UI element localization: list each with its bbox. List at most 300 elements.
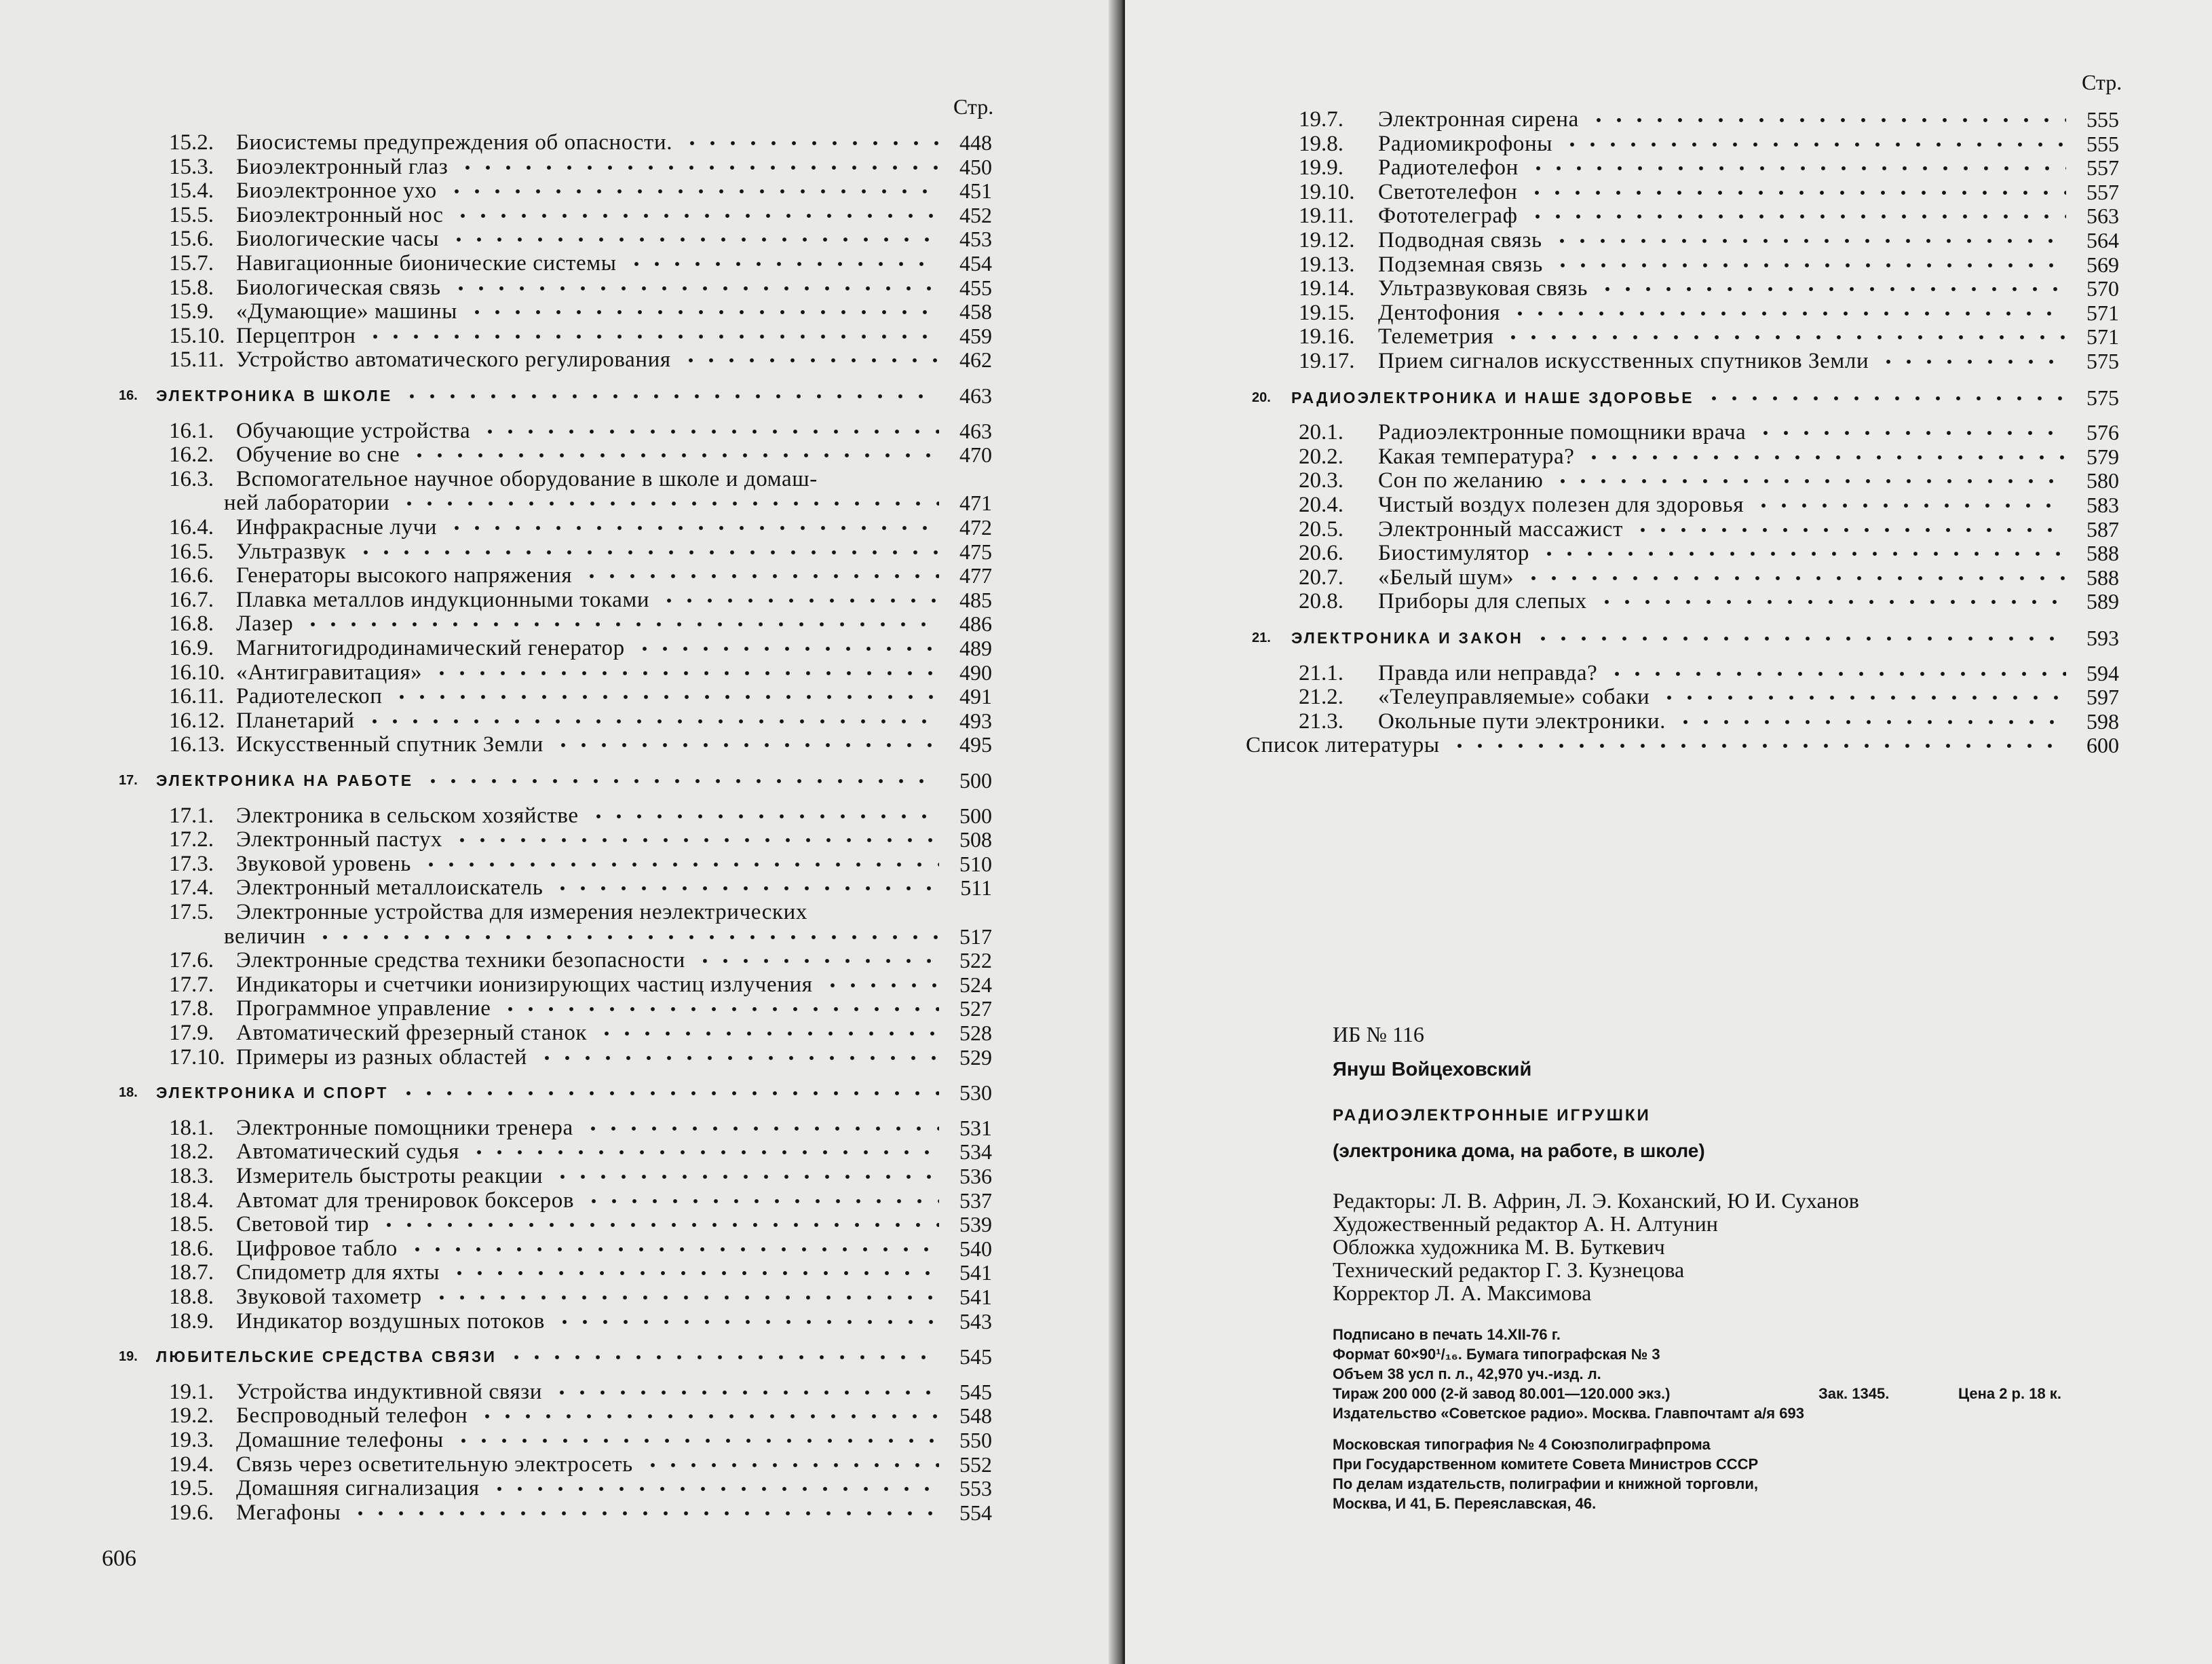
toc-entry-title: Измеритель быстроты реакции — [236, 1164, 544, 1188]
toc-entry-title: Домашняя сигнализация — [236, 1476, 480, 1501]
toc-entry-page: 463 — [959, 418, 992, 443]
toc-entry-number: 19.7. — [1299, 107, 1343, 132]
toc-entry — [1125, 661, 2212, 685]
toc-entry-title-continued: величин — [224, 924, 306, 949]
dot-leader — [446, 181, 939, 202]
dot-leader — [500, 999, 939, 1019]
toc-entry-number: 17.6. — [169, 948, 214, 973]
toc-entry-number: 19.17. — [1299, 349, 1355, 373]
toc-entry — [0, 540, 1125, 564]
toc-entry-page: 510 — [959, 851, 992, 876]
toc-entry-title-continued: ней лаборатории — [224, 491, 390, 516]
toc-entry-page: 575 — [2086, 385, 2119, 410]
dot-leader — [1878, 352, 2066, 372]
dot-leader — [451, 278, 939, 299]
dot-leader — [350, 1503, 939, 1524]
dot-leader — [1597, 279, 2066, 299]
toc-entry-page: 455 — [959, 275, 992, 300]
dot-leader — [1755, 423, 2066, 443]
author-name: Януш Войцеховский — [1333, 1059, 1532, 1080]
toc-entry-number: 21.1. — [1299, 660, 1343, 685]
toc-entry — [0, 972, 1125, 997]
dot-leader — [402, 386, 939, 406]
toc-entry-number: 19.15. — [1299, 300, 1355, 325]
toc-entry-title: «Думающие» машины — [236, 299, 457, 324]
toc-entry-number: 18.5. — [169, 1212, 214, 1237]
dot-leader — [477, 1406, 939, 1426]
price: Цена 2 р. 18 к. — [1958, 1385, 2061, 1402]
dot-leader — [1539, 544, 2066, 564]
toc-entry-page: 508 — [959, 827, 992, 852]
toc-entry-number: 15.3. — [169, 154, 214, 179]
toc-entry-number: 15.8. — [169, 275, 214, 300]
toc-entry-page: 500 — [959, 803, 992, 828]
toc-entry-number: 16.6. — [169, 563, 214, 588]
toc-entry-number: 21.2. — [1299, 685, 1343, 710]
toc-entry-number: 16.13. — [169, 732, 225, 757]
toc-entry-page: 545 — [959, 1344, 992, 1369]
toc-entry-page: 491 — [959, 684, 992, 709]
toc-entry-number: 15.4. — [169, 178, 214, 204]
toc-entry-page: 486 — [959, 611, 992, 637]
dot-leader — [423, 771, 939, 791]
toc-entry-title: Мегафоны — [236, 1500, 341, 1525]
toc-entry-title: Ультразвук — [236, 539, 346, 564]
toc-entry-title: Звуковой уровень — [236, 851, 411, 876]
toc-entry-number: 15.7. — [169, 251, 214, 276]
dot-leader — [1552, 471, 2066, 491]
toc-entry-title: Устройства индуктивной связи — [236, 1379, 543, 1404]
toc-entry-title: Обучение во сне — [236, 442, 400, 468]
toc-chapter — [0, 1080, 1125, 1105]
dot-leader — [398, 1083, 939, 1103]
toc-entry-number: 16.10. — [169, 660, 225, 685]
toc-entry-number: 16.9. — [169, 636, 214, 660]
toc-entry — [0, 588, 1125, 612]
dot-leader — [469, 1142, 939, 1162]
dot-leader — [659, 590, 939, 611]
toc-entry-number: 18.6. — [169, 1236, 214, 1261]
toc-entry-number: 15.11. — [169, 347, 225, 373]
toc-entry-number: 17.10. — [169, 1044, 225, 1070]
book-title: РАДИОЭЛЕКТРОННЫЕ ИГРУШКИ — [1333, 1106, 1651, 1124]
dot-leader — [695, 951, 939, 971]
dot-leader — [553, 735, 939, 755]
toc-entry — [1125, 252, 2212, 277]
toc-entry-title: РАДИОЭЛЕКТРОНИКА И НАШЕ ЗДОРОВЬЕ — [1291, 388, 1694, 406]
toc-entry — [0, 1476, 1125, 1500]
toc-entry-number: 19.2. — [169, 1403, 214, 1429]
toc-entry — [0, 1188, 1125, 1213]
toc-entry — [1125, 468, 2212, 493]
toc-entry-title: Биоэлектронное ухо — [236, 178, 437, 204]
dot-leader — [453, 1431, 939, 1451]
toc-entry-title: Автомат для тренировок боксеров — [236, 1188, 575, 1213]
toc-entry-page: 451 — [959, 178, 992, 204]
toc-entry-number: 18.3. — [169, 1164, 214, 1188]
dot-leader — [552, 878, 939, 899]
toc-entry-title: Искусственный спутник Земли — [236, 732, 544, 757]
toc-entry-number: 16.7. — [169, 587, 214, 612]
toc-entry-number: 17.7. — [169, 972, 214, 997]
toc-entry — [1125, 228, 2212, 252]
toc-entry-number: 18. — [119, 1085, 138, 1101]
toc-entry-number: 21.3. — [1299, 708, 1343, 734]
toc-entry — [1125, 349, 2212, 373]
toc-entry-title: ЭЛЕКТРОНИКА НА РАБОТЕ — [156, 772, 414, 789]
dot-leader — [1675, 712, 2066, 732]
toc-entry-number: 17.1. — [169, 803, 214, 828]
toc-entry-title: Биоэлектронный нос — [236, 202, 444, 227]
toc-entry-page: 540 — [959, 1236, 992, 1261]
toc-entry-continuation — [0, 491, 1125, 515]
toc-entry-number: 17.5. — [169, 900, 214, 924]
toc-chapter — [0, 768, 1125, 793]
dot-leader — [1588, 110, 2066, 130]
toc-entry-title: Генераторы высокого напряжения — [236, 563, 573, 588]
toc-entry-title: Цифровое табло — [236, 1236, 398, 1261]
toc-entry-page: 534 — [959, 1139, 992, 1165]
toc-entry-page: 589 — [2086, 589, 2119, 614]
toc-entry-title: Биостимулятор — [1378, 541, 1530, 566]
toc-entry-page: 454 — [959, 251, 992, 276]
toc-entry-title: Окольные пути электроники. — [1378, 708, 1666, 734]
toc-entry-title: Домашние телефоны — [236, 1428, 444, 1452]
toc-entry — [1125, 565, 2212, 590]
toc-entry-title: Радиоэлектронные помощники врача — [1378, 420, 1747, 445]
toc-entry-number: 19.11. — [1299, 204, 1354, 229]
toc-entry-title: Радиотелескоп — [236, 684, 383, 709]
toc-entry-page: 458 — [959, 299, 992, 324]
toc-entry-page: 557 — [2086, 155, 2119, 181]
toc-entry-page: 579 — [2086, 444, 2119, 469]
toc-entry-number: 17.2. — [169, 827, 214, 852]
toc-entry-page: 500 — [959, 768, 992, 793]
toc-entry-number: 15.2. — [169, 130, 214, 155]
toc-entry-number: 18.9. — [169, 1308, 214, 1334]
toc-entry-title: Дентофония — [1378, 300, 1501, 325]
print-info-line: Подписано в печать 14.XII-76 г. — [1333, 1326, 1561, 1343]
toc-entry-number: 18.2. — [169, 1139, 214, 1165]
dot-leader — [588, 806, 939, 827]
toc-entry-number: 19.5. — [169, 1476, 214, 1501]
toc-entry-number: 21. — [1252, 630, 1271, 645]
toc-entry-number: 15.5. — [169, 202, 214, 227]
toc-entry-title: Биосистемы предупреждения об опасности. — [236, 130, 673, 155]
toc-entry-title: Радиомикрофоны — [1378, 131, 1553, 156]
print-info-line: Издательство «Советское радио». Москва. Главпочтамт а/я 693 — [1333, 1405, 1804, 1422]
printer-info-line: Москва, И 41, Б. Переяславская, 46. — [1333, 1495, 1597, 1512]
dot-leader — [583, 1118, 939, 1139]
dot-leader — [537, 1048, 939, 1068]
toc-entry-title: Индикаторы и счетчики ионизирующих частиц излучения — [236, 972, 813, 997]
toc-entry-title: ЭЛЕКТРОНИКА В ШКОЛЕ — [156, 387, 393, 404]
toc-entry — [0, 1285, 1125, 1309]
dot-leader — [626, 254, 939, 274]
toc-entry-title: Связь через осветительную электросеть — [236, 1452, 633, 1477]
toc-entry-number: 18.8. — [169, 1285, 214, 1309]
dot-leader — [1584, 447, 2066, 468]
dot-leader — [356, 542, 939, 563]
toc-entry-number: 20.3. — [1299, 468, 1343, 493]
toc-entry — [0, 684, 1125, 708]
toc-entry-page: 471 — [959, 491, 992, 516]
toc-entry-number: 20.8. — [1299, 589, 1343, 614]
dot-leader — [399, 493, 939, 514]
toc-entry-page: 569 — [2086, 252, 2119, 277]
toc-entry-number: 15.6. — [169, 227, 214, 252]
toc-entry-page: 541 — [959, 1260, 992, 1285]
toc-entry — [0, 1164, 1125, 1188]
toc-entry-page: 587 — [2086, 516, 2119, 542]
toc-entry-title: Инфракрасные лучи — [236, 515, 438, 540]
dot-leader — [446, 518, 939, 538]
toc-entry — [0, 515, 1125, 540]
dot-leader — [449, 229, 939, 250]
dot-leader — [489, 1479, 939, 1499]
page-column-header: Стр. — [2082, 70, 2122, 94]
toc-entry-title: Лазер — [236, 611, 294, 637]
toc-entry-number: 19.13. — [1299, 252, 1355, 277]
toc-entry-title: Программное управление — [236, 996, 491, 1021]
toc-entry — [0, 636, 1125, 660]
toc-entry-page: 495 — [959, 732, 992, 757]
dot-leader — [365, 326, 939, 347]
dot-leader — [554, 1312, 939, 1332]
toc-entry-title: Радиотелефон — [1378, 155, 1519, 181]
toc-entry-number: 17.9. — [169, 1021, 214, 1045]
toc-entry-page: 550 — [959, 1428, 992, 1452]
toc-entry-title: Примеры из разных областей — [236, 1044, 527, 1070]
dot-leader — [452, 830, 939, 850]
toc-entry-page: 448 — [959, 130, 992, 155]
print-info-line: Тираж 200 000 (2-й завод 80.001—120.000 экз.) — [1333, 1385, 1671, 1402]
dot-leader — [584, 1191, 939, 1211]
printer-info-line: Московская типография № 4 Союзполиграфпрома — [1333, 1436, 1711, 1453]
page-column-header: Стр. — [953, 94, 994, 119]
toc-entry-page: 539 — [959, 1212, 992, 1237]
toc-entry-page: 493 — [959, 708, 992, 733]
toc-entry-page: 462 — [959, 347, 992, 373]
dot-leader — [432, 663, 939, 683]
toc-entry-page: 528 — [959, 1021, 992, 1045]
toc-entry-continuation — [0, 924, 1125, 949]
toc-entry-number: 20.6. — [1299, 541, 1343, 566]
print-info-line: Объем 38 усл п. л., 42,970 уч.-изд. л. — [1333, 1365, 1601, 1382]
toc-entry-title: «Антигравитация» — [236, 660, 423, 685]
toc-entry-page: 576 — [2086, 420, 2119, 445]
toc-entry-page: 563 — [2086, 204, 2119, 229]
printer-info-line: При Государственном комитете Совета Министров СССР — [1333, 1456, 1759, 1473]
toc-entry-number: 19.4. — [169, 1452, 214, 1477]
toc-entry-number: 16.2. — [169, 442, 214, 468]
toc-entry-title: Планетарий — [236, 708, 355, 733]
toc-entry-page: 527 — [959, 996, 992, 1021]
toc-entry-page: 552 — [959, 1452, 992, 1477]
toc-entry-number: 20.7. — [1299, 565, 1343, 590]
toc-entry — [1125, 155, 2212, 180]
dot-leader — [1607, 664, 2066, 684]
toc-entry — [0, 155, 1125, 179]
toc-entry-number: 18.4. — [169, 1188, 214, 1213]
toc-entry-page: 548 — [959, 1403, 992, 1429]
toc-entry — [0, 276, 1125, 300]
toc-entry — [0, 178, 1125, 203]
toc-entry-title: Магнитогидродинамический генератор — [236, 636, 625, 660]
toc-entry-number: 19.3. — [169, 1428, 214, 1452]
toc-entry — [0, 1500, 1125, 1525]
toc-entry — [1125, 132, 2212, 156]
dot-leader — [1633, 520, 2066, 540]
dot-leader — [1753, 495, 2066, 516]
order-number: Зак. 1345. — [1818, 1385, 1890, 1402]
toc-entry-title: Перцептрон — [236, 323, 356, 348]
dot-leader — [581, 566, 939, 586]
toc-entry-number: 19.12. — [1299, 228, 1355, 252]
toc-entry — [1125, 733, 2212, 757]
toc-entry-page: 571 — [2086, 300, 2119, 325]
toc-entry-title: Навигационные бионические системы — [236, 251, 617, 276]
toc-entry — [0, 563, 1125, 588]
dot-leader — [480, 421, 939, 442]
toc-entry-page: 524 — [959, 972, 992, 997]
dot-leader — [1659, 687, 2066, 708]
dot-leader — [432, 1287, 939, 1308]
toc-entry-page: 598 — [2086, 708, 2119, 734]
toc-entry-page: 600 — [2086, 733, 2119, 758]
toc-entry-page: 511 — [960, 875, 992, 901]
toc-entry-number: 20.2. — [1299, 444, 1343, 469]
toc-entry — [0, 827, 1125, 852]
dot-leader — [1704, 388, 2066, 409]
toc-entry — [0, 251, 1125, 276]
toc-entry-page: 470 — [959, 442, 992, 468]
credit-line: Художественный редактор А. Н. Алтунин — [1333, 1211, 1718, 1236]
toc-entry — [0, 1428, 1125, 1452]
toc-entry-title: Электронные помощники тренера — [236, 1115, 573, 1140]
toc-entry-page: 475 — [959, 539, 992, 564]
dot-leader — [643, 1455, 939, 1475]
toc-entry — [0, 419, 1125, 443]
toc-entry-page: 557 — [2086, 179, 2119, 204]
dot-leader — [681, 350, 939, 371]
toc-entry-page: 588 — [2086, 565, 2119, 590]
toc-entry-page: 459 — [959, 323, 992, 348]
toc-entry — [0, 1116, 1125, 1140]
dot-leader — [596, 1023, 939, 1044]
toc-entry — [1125, 493, 2212, 517]
page-number: 606 — [102, 1546, 136, 1571]
toc-entry — [0, 130, 1125, 155]
toc-entry — [0, 467, 1125, 491]
toc-entry-number: 19.14. — [1299, 276, 1355, 301]
toc-entry-title: Электронная сирена — [1378, 107, 1579, 132]
toc-entry-title: Электронные устройства для измерения неэлектрических — [236, 900, 808, 924]
toc-entry-title: Электронный массажист — [1378, 516, 1624, 542]
toc-entry — [0, 732, 1125, 757]
dot-leader — [421, 854, 939, 875]
toc-entry-number: 20.5. — [1299, 516, 1343, 542]
dot-leader — [1527, 183, 2066, 203]
toc-entry-number: 19.6. — [169, 1500, 214, 1525]
toc-entry — [1125, 180, 2212, 204]
toc-entry-title: Подводная связь — [1378, 228, 1542, 252]
dot-leader — [315, 927, 939, 947]
toc-entry-number: 20.4. — [1299, 493, 1343, 517]
toc-entry-page: 554 — [959, 1500, 992, 1525]
credit-line: Технический редактор Г. З. Кузнецова — [1333, 1258, 1685, 1282]
toc-chapter — [0, 383, 1125, 408]
toc-entry-title: Правда или неправда? — [1378, 660, 1598, 685]
toc-entry-title: ЛЮБИТЕЛЬСКИЕ СРЕДСТВА СВЯЗИ — [156, 1348, 497, 1366]
dot-leader — [1503, 327, 2066, 347]
dot-leader — [682, 133, 939, 153]
dot-leader — [303, 614, 939, 635]
toc-entry — [1125, 445, 2212, 469]
toc-entry-title: Прием сигналов искусственных спутников Земли — [1378, 349, 1869, 373]
toc-entry-title: Биологическая связь — [236, 275, 441, 300]
toc-entry-title: Приборы для слепых — [1378, 589, 1587, 614]
dot-leader — [506, 1347, 939, 1367]
toc-chapter — [1125, 626, 2212, 650]
toc-entry-title: Какая температура? — [1378, 444, 1575, 469]
toc-entry-page: 537 — [959, 1188, 992, 1213]
toc-entry-title: Звуковой тахометр — [236, 1285, 422, 1309]
toc-entry — [1125, 204, 2212, 228]
toc-entry-number: 16.4. — [169, 515, 214, 540]
toc-entry-title: Телеметрия — [1378, 324, 1494, 349]
toc-entry-page: 597 — [2086, 685, 2119, 710]
toc-entry-title: Электронный пастух — [236, 827, 443, 852]
right-page — [1125, 0, 2212, 1664]
toc-entry-title: Ультразвуковая связь — [1378, 276, 1588, 301]
toc-entry-page: 531 — [959, 1115, 992, 1140]
dot-leader — [379, 1215, 939, 1235]
toc-entry-page: 452 — [959, 202, 992, 227]
toc-entry-page: 463 — [959, 383, 992, 408]
dot-leader — [1449, 736, 2066, 756]
toc-entry-page: 453 — [959, 227, 992, 252]
toc-entry-page: 530 — [959, 1080, 992, 1105]
printer-info-line: По делам издательств, полиграфии и книжной торговли, — [1333, 1475, 1758, 1492]
toc-entry-page: 555 — [2086, 107, 2119, 132]
toc-entry-number: 19.16. — [1299, 324, 1355, 349]
toc-entry-number: 16.12. — [169, 708, 225, 733]
toc-entry-page: 489 — [959, 636, 992, 660]
toc-entry-title: Биоэлектронный глаз — [236, 154, 449, 179]
dot-leader — [1562, 134, 2066, 155]
book-subtitle: (электроника дома, на работе, в школе) — [1333, 1140, 1705, 1161]
toc-entry-page: 564 — [2086, 228, 2119, 252]
toc-entry — [0, 347, 1125, 372]
toc-entry-number: 16.3. — [169, 466, 214, 491]
dot-leader — [1523, 568, 2066, 588]
toc-entry — [1125, 541, 2212, 565]
toc-entry-page: 575 — [2086, 349, 2119, 373]
toc-entry-title: Обучающие устройства — [236, 418, 471, 443]
toc-chapter — [1125, 385, 2212, 410]
toc-entry — [0, 803, 1125, 828]
dot-leader — [1533, 628, 2066, 649]
toc-entry — [0, 1260, 1125, 1285]
toc-entry — [0, 324, 1125, 348]
toc-entry — [0, 900, 1125, 924]
toc-entry — [0, 1236, 1125, 1261]
toc-entry-number: 19.10. — [1299, 179, 1355, 204]
toc-entry-number: 18.1. — [169, 1115, 214, 1140]
dot-leader — [1527, 206, 2066, 227]
toc-entry-title: Спидометр для яхты — [236, 1260, 440, 1285]
